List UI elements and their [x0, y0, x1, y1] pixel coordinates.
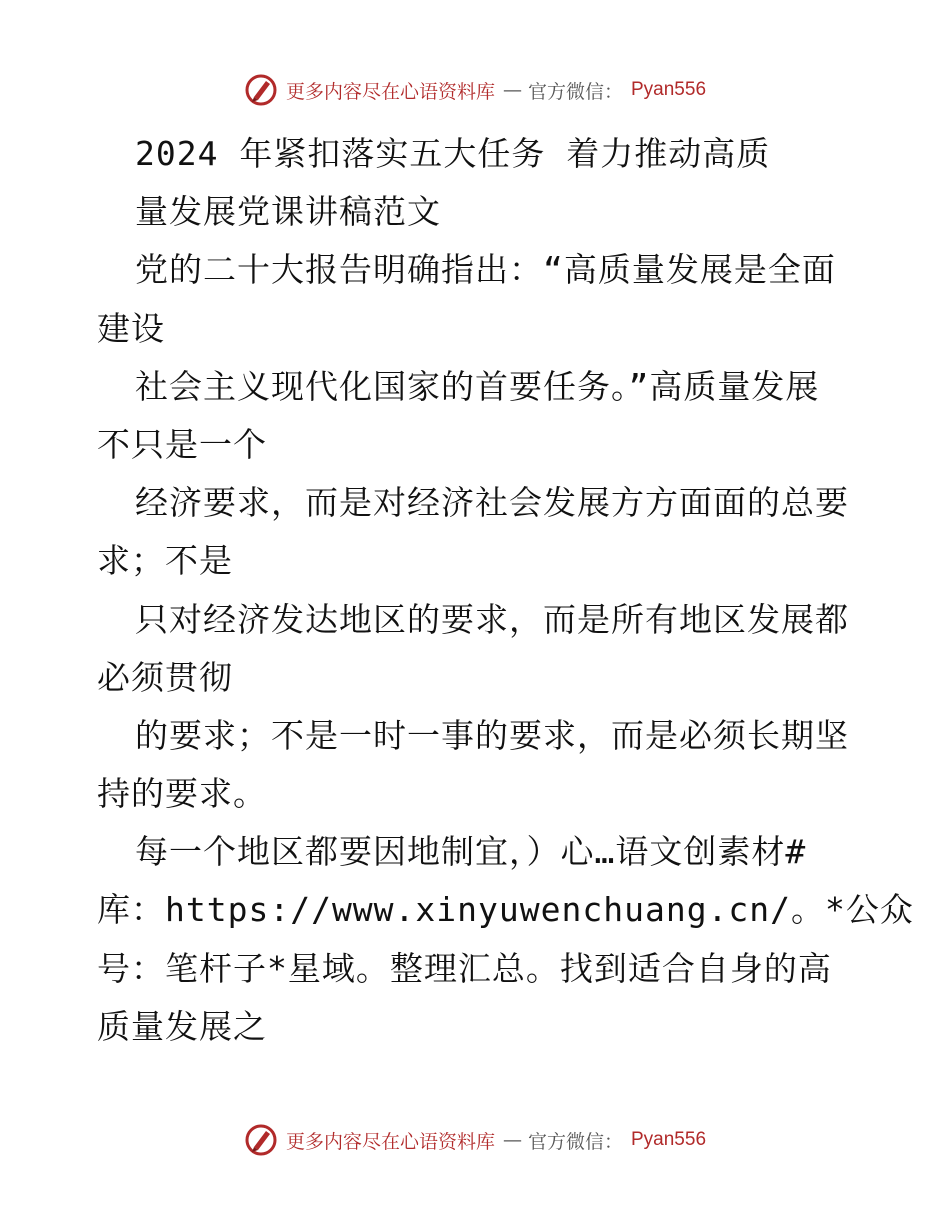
pen-logo-icon: [244, 73, 278, 107]
text-line: 必须贯彻: [97, 657, 233, 697]
footer-wechat-label: 官方微信：: [527, 1130, 623, 1153]
text-line: 质量发展之: [97, 1006, 267, 1046]
text-line: 求；不是: [97, 541, 233, 581]
title-line-1: 2024 年紧扣落实五大任务 着力推动高质: [135, 134, 771, 173]
footer-banner: [244, 1123, 706, 1157]
text-line: 只对经济发达地区的要求，而是所有地区发展都: [135, 599, 849, 639]
header-banner: [244, 73, 706, 107]
text-line: 社会主义现代化国家的首要任务。”高质量发展: [135, 366, 820, 406]
page-header: [0, 70, 950, 110]
page-footer: [0, 1120, 950, 1160]
pen-logo-icon: [244, 1123, 278, 1157]
footer-separator: —: [502, 1129, 520, 1151]
text-line: 建设: [97, 308, 165, 348]
text-line: 不只是一个: [97, 424, 267, 464]
header-separator: —: [502, 79, 520, 101]
text-line: 的要求；不是一时一事的要求，而是必须长期坚: [135, 715, 849, 755]
header-wechat-label: 官方微信：: [527, 80, 623, 103]
header-wechat-id: Pyan556: [631, 79, 707, 100]
text-line: 持的要求。: [97, 774, 267, 814]
text-line: 党的二十大报告明确指出：“高质量发展是全面: [135, 250, 836, 290]
text-line: 经济要求，而是对经济社会发展方方面面的总要: [135, 483, 849, 523]
text-line: 号：笔杆子*星域。整理汇总。找到适合自身的高: [97, 948, 832, 988]
footer-brand: 更多内容尽在心语资料库: [285, 1130, 495, 1153]
document-body: [97, 125, 914, 1056]
text-line: 库：https://www.xinyuwenchuang.cn/。*公众: [97, 890, 914, 930]
title-line-2: 量发展党课讲稿范文: [135, 192, 441, 232]
footer-wechat-id: Pyan556: [631, 1129, 707, 1150]
header-brand: 更多内容尽在心语资料库: [285, 80, 495, 103]
text-line: 每一个地区都要因地制宜，）心…语文创素材#: [135, 832, 807, 872]
